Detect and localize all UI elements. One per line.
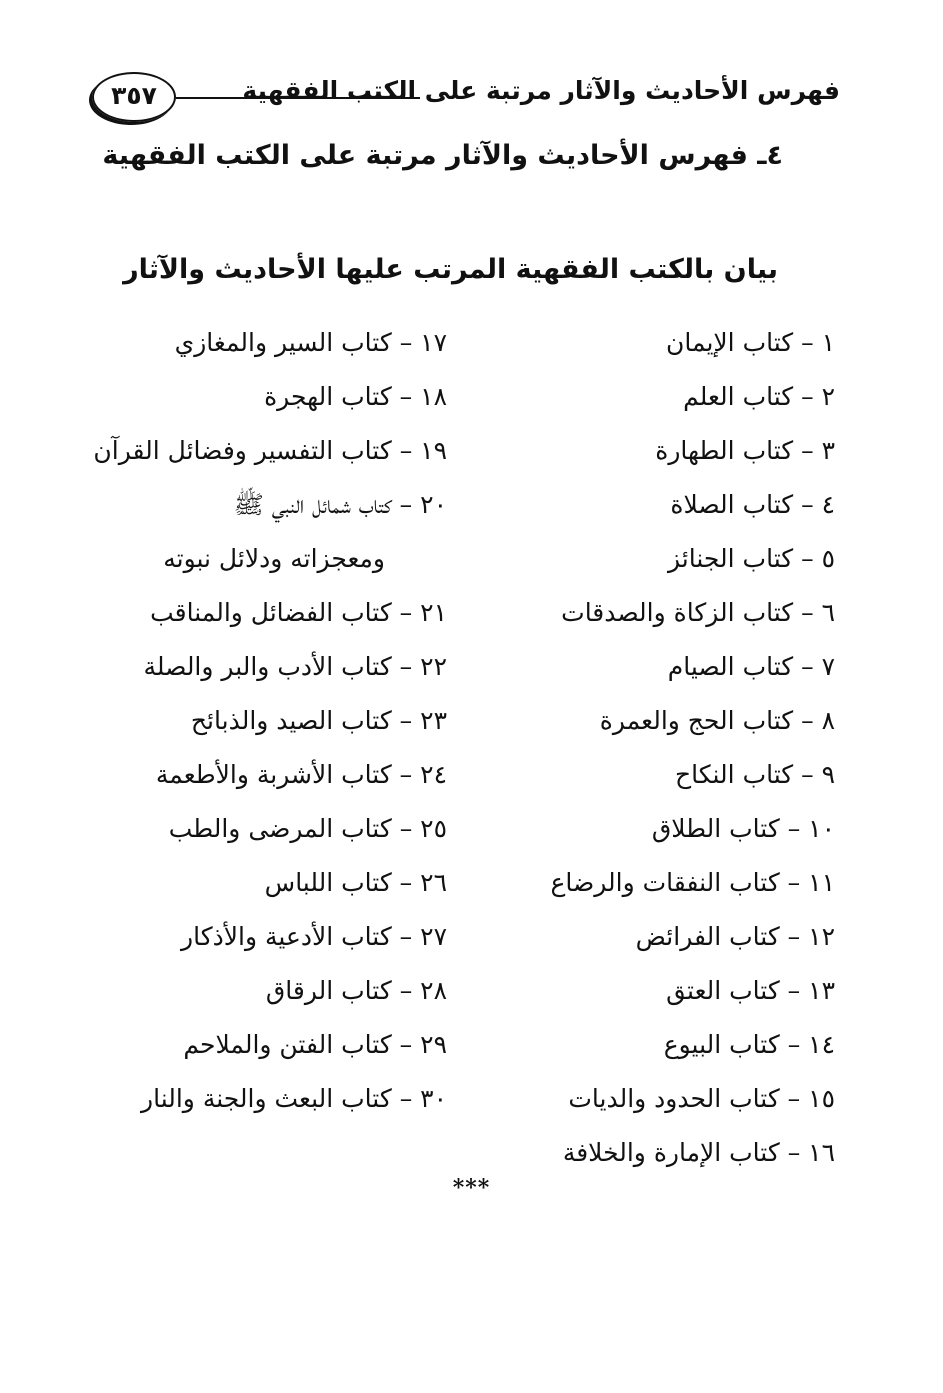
list-item: ٢٥ – كتاب المرضى والطب [168,814,447,843]
list-item: ٥ – كتاب الجنائز [668,544,835,573]
list-item: ٢٦ – كتاب اللباس [264,868,447,897]
list-item: ١١ – كتاب النفقات والرضاع [550,868,835,897]
page-number: ٣٥٧ [92,72,176,122]
section-title: ٤ـ فهرس الأحاديث والآثار مرتبة على الكتب الفقهية [102,140,783,171]
list-item: ٣٠ – كتاب البعث والجنة والنار [141,1084,447,1113]
list-item: ٢١ – كتاب الفضائل والمناقب [150,598,447,627]
index-subtitle: بيان بالكتب الفقهية المرتب عليها الأحاديث والآثار [123,254,778,285]
right-column-list [505,320,835,1184]
running-title: فهرس الأحاديث والآثار مرتبة على الكتب الفقهية [242,76,840,105]
list-item: ٢٨ – كتاب الرقاق [265,976,447,1005]
list-item: ٧ – كتاب الصيام [667,652,835,681]
list-item: ١٥ – كتاب الحدود والديات [568,1084,835,1113]
list-item: ١٦ – كتاب الإمارة والخلافة [562,1138,835,1167]
list-item: ١٠ – كتاب الطلاق [651,814,835,843]
list-item: ٩ – كتاب النكاح [674,760,835,789]
list-item: ١٢ – كتاب الفرائض [635,922,835,951]
list-item: ١ – كتاب الإيمان [666,328,835,357]
list-item: ٣ – كتاب الطهارة [655,436,835,465]
list-item: ٢٧ – كتاب الأدعية والأذكار [181,922,447,951]
end-mark: *** [452,1175,491,1201]
running-header [92,72,840,122]
list-item: ٢٤ – كتاب الأشربة والأطعمة [155,760,447,789]
list-item: ٢ – كتاب العلم [683,382,835,411]
list-item: ١٨ – كتاب الهجرة [264,382,447,411]
list-item: ١٩ – كتاب التفسير وفضائل القرآن [93,436,447,465]
left-column-list [87,320,447,1130]
list-item: ٦ – كتاب الزكاة والصدقات [561,598,835,627]
list-item: ٢٠ – كتاب شمائل النبي ﷺ [233,490,447,519]
list-item: ١٧ – كتاب السير والمغازي [174,328,447,357]
list-item: ٤ – كتاب الصلاة [670,490,835,519]
list-item: ١٣ – كتاب العتق [666,976,835,1005]
list-item-continuation: ومعجزاته ودلائل نبوته [163,544,385,573]
list-item: ٨ – كتاب الحج والعمرة [599,706,835,735]
header-rule [176,97,420,99]
list-item: ١٤ – كتاب البيوع [663,1030,835,1059]
list-item: ٢٩ – كتاب الفتن والملاحم [183,1030,447,1059]
list-item: ٢٢ – كتاب الأدب والبر والصلة [143,652,447,681]
list-item: ٢٣ – كتاب الصيد والذبائح [190,706,447,735]
